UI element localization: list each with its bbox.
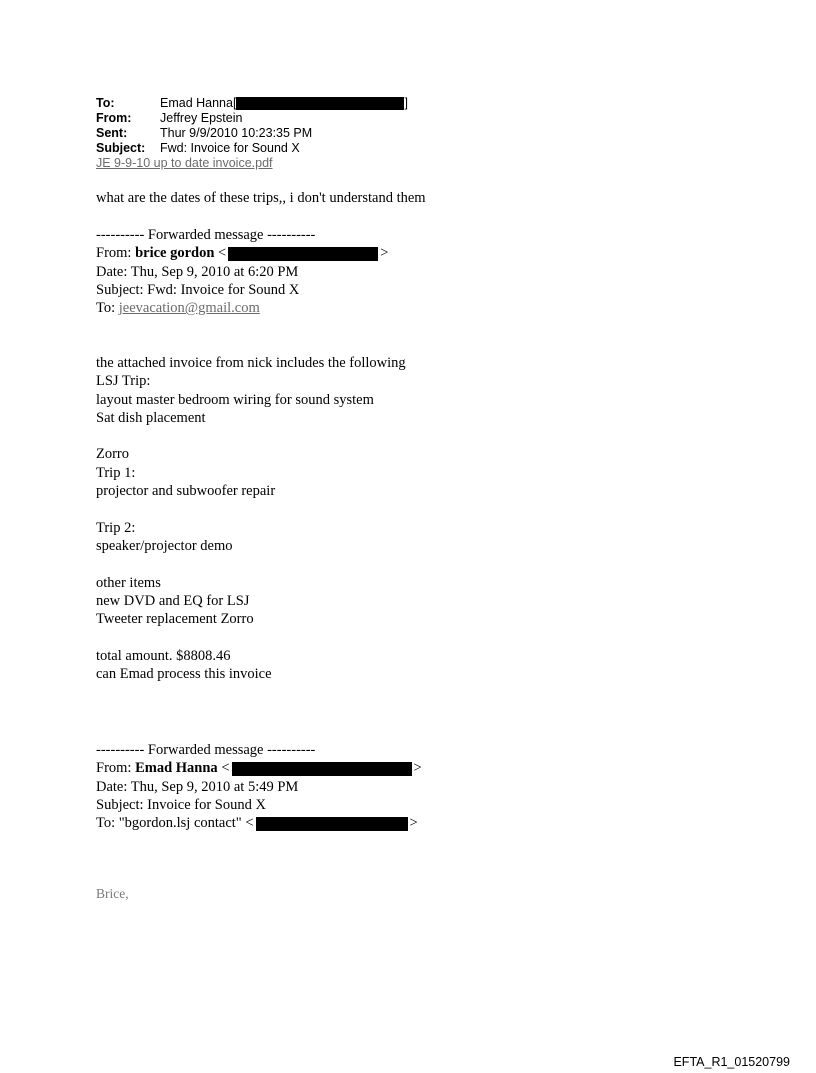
forward-separator: ---------- Forwarded message ----------	[96, 742, 316, 758]
email-close-bracket: >	[413, 760, 422, 777]
blank-line	[96, 555, 406, 573]
redaction-bar	[236, 97, 404, 110]
forward-block-2	[96, 741, 422, 832]
blank-line	[96, 628, 406, 646]
attachment-link[interactable]: JE 9-9-10 up to date invoice.pdf	[96, 156, 273, 170]
redaction-bar	[228, 247, 378, 261]
message-line: speaker/projector demo	[96, 537, 233, 554]
redaction-bar	[256, 817, 408, 831]
message-line: Trip 2:	[96, 519, 136, 536]
email-open-bracket: <	[217, 760, 230, 777]
message-line: projector and subwoofer repair	[96, 483, 276, 500]
message-line: LSJ Trip:	[96, 373, 151, 390]
subject-value: Fwd: Invoice for Sound X	[160, 141, 300, 155]
from-prefix: From:	[96, 760, 136, 777]
header-from-row	[96, 111, 408, 126]
to-prefix: To:	[96, 300, 119, 317]
forward-date-line: Date: Thu, Sep 9, 2010 at 5:49 PM	[96, 778, 299, 795]
forward-from-line	[96, 759, 422, 777]
message-line: Tweeter replacement Zorro	[96, 611, 254, 628]
forward-separator: ---------- Forwarded message ----------	[96, 227, 316, 243]
header-sent-row	[96, 126, 408, 141]
reply-line: what are the dates of these trips,, i don't understand them	[96, 190, 426, 206]
forward-to-line	[96, 299, 388, 317]
header-to-row	[96, 96, 408, 111]
to-value: Emad Hanna[	[160, 96, 237, 110]
header-subject-row	[96, 141, 408, 156]
recipient-email-link[interactable]: jeevacation@gmail.com	[118, 300, 260, 317]
sent-label: Sent:	[96, 126, 128, 140]
subject-label: Subject:	[96, 141, 146, 155]
to-prefix: To: "bgordon.lsj contact" <	[96, 815, 254, 832]
sender-name: brice gordon	[135, 245, 215, 262]
message-line: Zorro	[96, 446, 130, 463]
message-line: the attached invoice from nick includes the following	[96, 355, 406, 371]
sender-name: Emad Hanna	[135, 760, 218, 777]
forward-subject-line: Subject: Fwd: Invoice for Sound X	[96, 281, 300, 298]
to-label: To:	[96, 96, 115, 110]
forward-from-line	[96, 244, 388, 262]
from-prefix: From:	[96, 245, 136, 262]
from-label: From:	[96, 111, 132, 125]
message-line: can Emad process this invoice	[96, 666, 272, 683]
message-line: Sat dish placement	[96, 409, 206, 426]
redaction-bar	[232, 762, 412, 776]
forward-date-line: Date: Thu, Sep 9, 2010 at 6:20 PM	[96, 263, 299, 280]
message-line: Trip 1:	[96, 464, 136, 481]
forward-to-line	[96, 814, 422, 832]
to-close: ]	[404, 96, 408, 110]
document-id: EFTA_R1_01520799	[673, 1055, 790, 1069]
message-body-1	[96, 354, 406, 683]
sent-value: Thur 9/9/2010 10:23:35 PM	[160, 126, 313, 140]
email-open-bracket: <	[214, 245, 227, 262]
email-close-bracket: >	[409, 815, 418, 832]
forward-block-1	[96, 226, 388, 317]
email-close-bracket: >	[380, 245, 389, 262]
blank-line	[96, 500, 406, 518]
attachment-row	[96, 156, 408, 171]
greeting-line: Brice,	[96, 886, 129, 901]
from-value: Jeffrey Epstein	[160, 111, 243, 125]
message-line: layout master bedroom wiring for sound system	[96, 391, 374, 408]
message-line: new DVD and EQ for LSJ	[96, 592, 250, 609]
reply-text	[96, 189, 426, 207]
greeting-text	[96, 885, 129, 903]
message-line: total amount. $8808.46	[96, 647, 231, 664]
blank-line	[96, 427, 406, 445]
message-line: other items	[96, 574, 161, 591]
forward-subject-line: Subject: Invoice for Sound X	[96, 796, 266, 813]
email-header	[96, 96, 408, 171]
